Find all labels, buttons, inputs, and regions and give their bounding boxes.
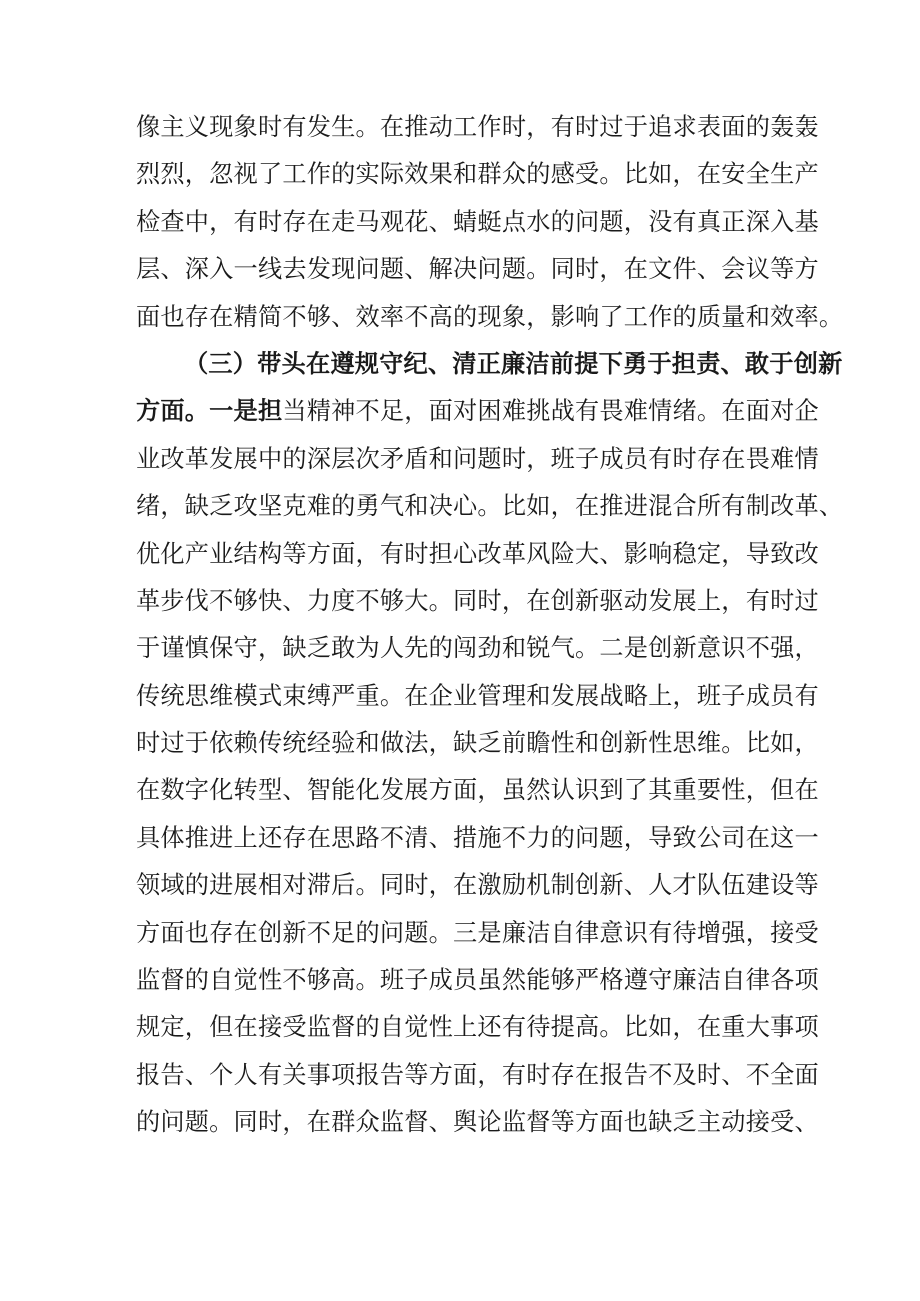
document-body [136, 104, 844, 1147]
text-line: 面也存在精简不够、效率不高的现象，影响了工作的质量和效率。 [136, 302, 844, 331]
text-line: 像主义现象时有发生。在推动工作时，有时过于追求表面的轰轰 [136, 113, 819, 141]
text-line: 层、深入一线去发现问题、解决问题。同时，在文件、会议等方 [136, 255, 819, 284]
text-line: 规定，但在接受监督的自觉性上还有待提高。比如，在重大事项 [136, 1013, 819, 1042]
text-line: 业改革发展中的深层次矛盾和问题时，班子成员有时存在畏难情 [136, 444, 819, 473]
section-heading-tail: 方面。一是担 [136, 397, 283, 426]
text-line: 传统思维模式束缚严重。在企业管理和发展战略上，班子成员有 [136, 681, 819, 710]
text-line: 于谨慎保守，缺乏敢为人先的闯劲和锐气。二是创新意识不强， [136, 634, 819, 663]
text-line: 在数字化转型、智能化发展方面，虽然认识到了其重要性，但在 [136, 776, 819, 805]
text-line: 的问题。同时，在群众监督、舆论监督等方面也缺乏主动接受、 [136, 1108, 819, 1137]
text-line: 时过于依赖传统经验和做法，缺乏前瞻性和创新性思维。比如， [136, 729, 819, 758]
text-line: 具体推进上还存在思路不清、措施不力的问题，导致公司在这一 [136, 823, 819, 852]
text-line: 优化产业结构等方面，有时担心改革风险大、影响稳定，导致改 [136, 539, 819, 568]
text-line: 监督的自觉性不够高。班子成员虽然能够严格遵守廉洁自律各项 [136, 966, 819, 995]
text-line: 方面也存在创新不足的问题。三是廉洁自律意识有待增强，接受 [136, 918, 819, 947]
text-line: 绪，缺乏攻坚克难的勇气和决心。比如，在推进混合所有制改革、 [136, 492, 844, 521]
text-line: 报告、个人有关事项报告等方面，有时存在报告不及时、不全面 [136, 1060, 819, 1089]
section-heading-continuation [136, 388, 819, 435]
text-line: 检查中，有时存在走马观花、蜻蜓点水的问题，没有真正深入基 [136, 207, 819, 236]
text-line: 领域的进展相对滞后。同时，在激励机制创新、人才队伍建设等 [136, 871, 819, 900]
text-line: 革步伐不够快、力度不够大。同时，在创新驱动发展上，有时过 [136, 586, 819, 615]
paragraph-text: 当精神不足，面对困难挑战有畏难情绪。在面对企 [282, 397, 819, 426]
text-line: 烈烈，忽视了工作的实际效果和群众的感受。比如，在安全生产 [136, 160, 819, 189]
section-heading: （三）带头在遵规守纪、清正廉洁前提下勇于担责、敢于创新 [184, 349, 843, 378]
